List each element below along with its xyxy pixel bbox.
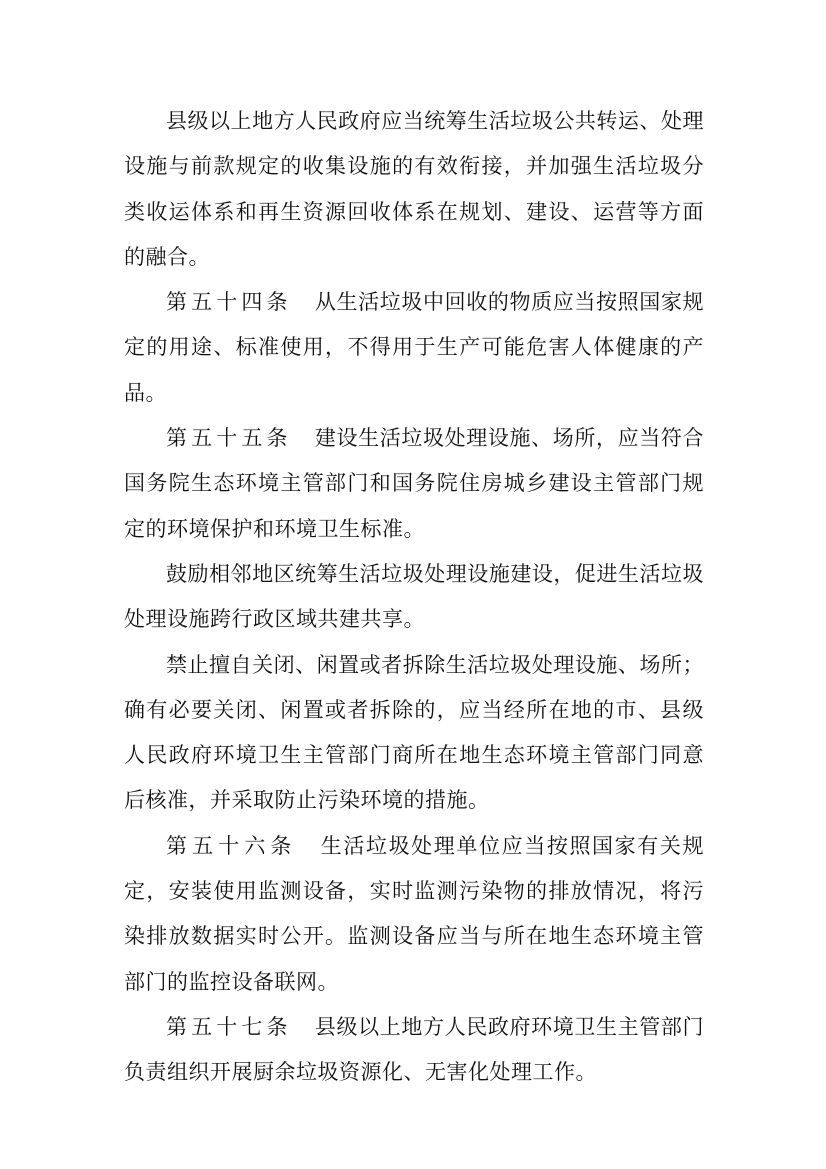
- paragraph-text: 从生活垃圾中回收的物质应当按照国家规定的用途、标准使用，不得用于生产可能危害人体健康的产品。: [124, 290, 705, 405]
- paragraph: [124, 99, 704, 280]
- article-number: 第五十七条: [166, 1014, 292, 1039]
- article-paragraph: [124, 824, 704, 1005]
- paragraph-text: 县级以上地方人民政府应当统筹生活垃圾公共转运、处理设施与前款规定的收集设施的有效衔接，并加强生活垃圾分类收运体系和再生资源回收体系在规划、建设、运营等方面的融合。: [124, 109, 704, 269]
- article-number: 第五十四条: [166, 290, 292, 315]
- article-paragraph: [124, 1005, 704, 1096]
- article-number: 第五十五条: [166, 426, 292, 451]
- paragraph: [124, 643, 704, 824]
- paragraph: [124, 552, 704, 643]
- paragraph-text: 建设生活垃圾处理设施、场所，应当符合国务院生态环境主管部门和国务院住房城乡建设主管部门规定的环境保护和环境卫生标准。: [124, 426, 705, 541]
- paragraph-text: 县级以上地方人民政府环境卫生主管部门负责组织开展厨余垃圾资源化、无害化处理工作。: [124, 1014, 705, 1085]
- article-paragraph: [124, 280, 704, 416]
- paragraph-text: 生活垃圾处理单位应当按照国家有关规定，安装使用监测设备，实时监测污染物的排放情况，将污染排放数据实时公开。监测设备应当与所在地生态环境主管部门的监控设备联网。: [124, 833, 704, 994]
- paragraph-text: 禁止擅自关闭、闲置或者拆除生活垃圾处理设施、场所；确有必要关闭、闲置或者拆除的，应当经所在地的市、县级人民政府环境卫生主管部门商所在地生态环境主管部门同意后核准，并采取防止污染环境的措施。: [124, 652, 704, 813]
- article-paragraph: [124, 416, 704, 552]
- document-body: [124, 99, 704, 1096]
- article-number: 第五十六条: [166, 833, 297, 858]
- paragraph-text: 鼓励相邻地区统筹生活垃圾处理设施建设，促进生活垃圾处理设施跨行政区域共建共享。: [124, 561, 704, 632]
